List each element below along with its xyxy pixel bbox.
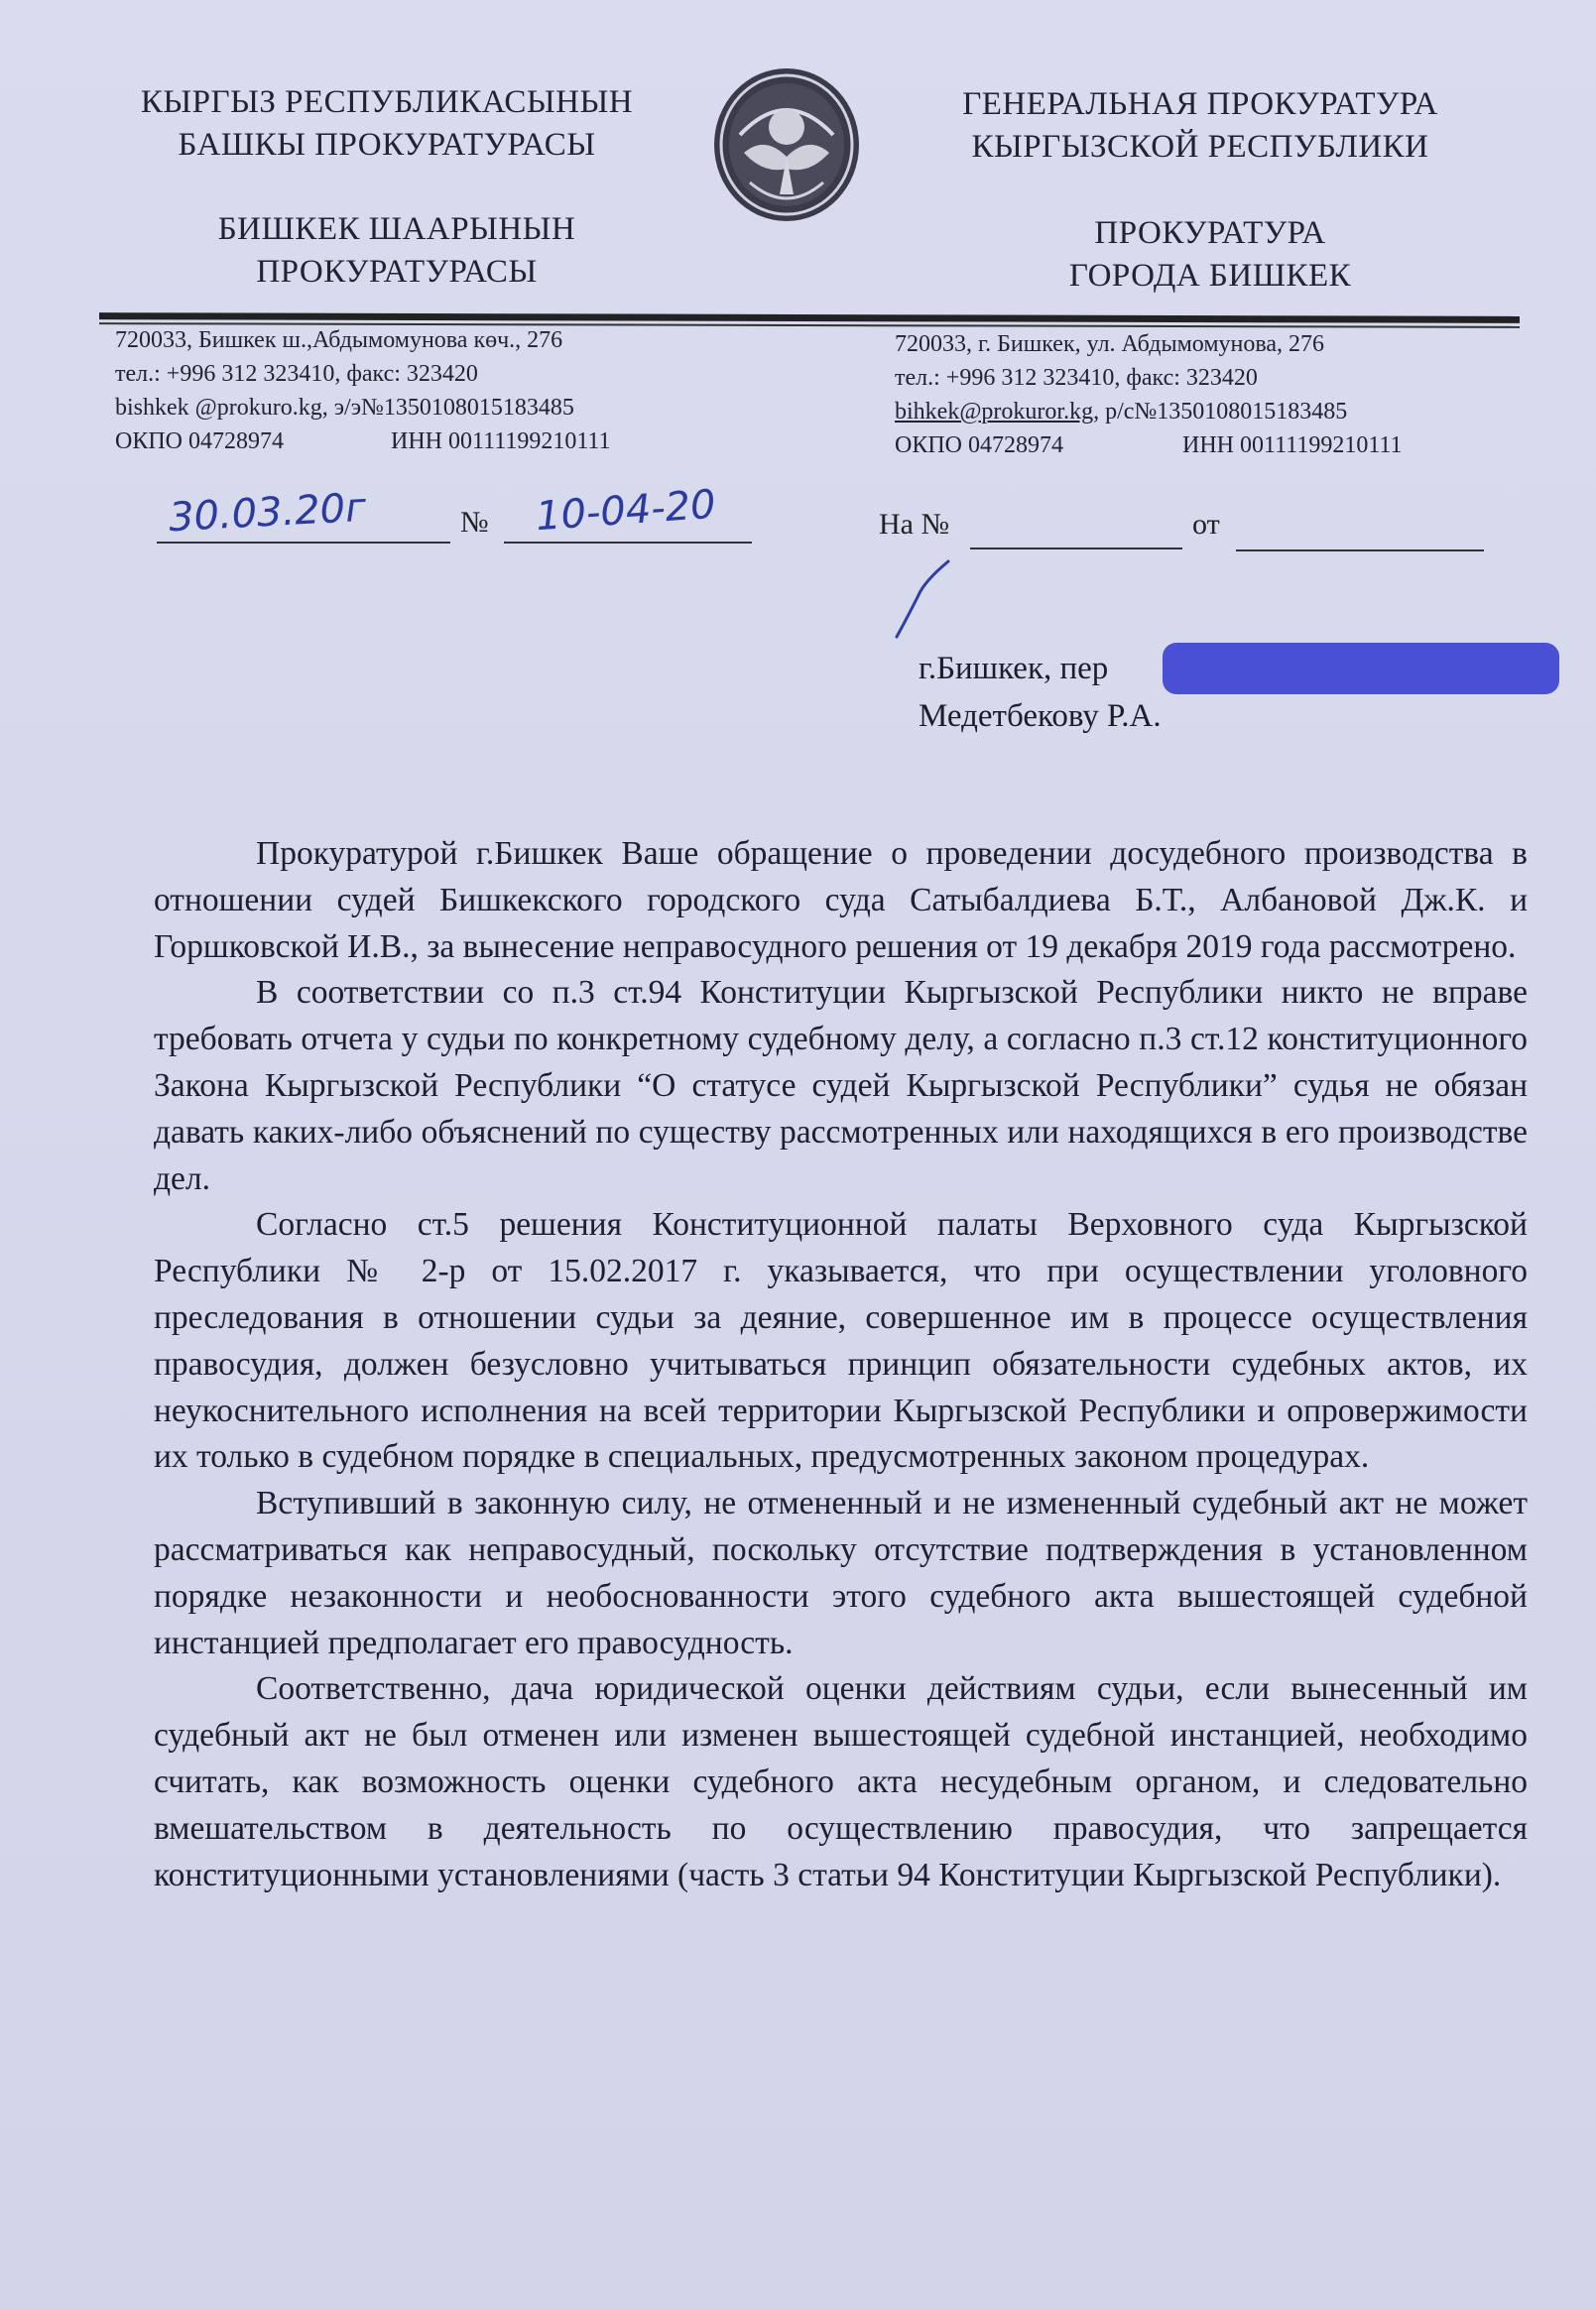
body-paragraph-1: Прокуратурой г.Бишкек Ваше обращение о проведении досудебного производства в отношении судей Бишкекского городского суда Сатыбалдиева Б.Т., Албановой Дж.К. и Горшковской И.В., за вынесение неправосудного решения от 19 декабря 2019 года рассмотрено. (154, 835, 1528, 965)
header-russian-org (922, 83, 1478, 169)
contacts-russian (895, 327, 1403, 462)
header-kyrgyz-org (119, 81, 655, 167)
contact-ru-inn: ИНН 00111199210111 (1182, 432, 1403, 458)
header-ru-line2: КЫРГЫЗСКОЙ РЕСПУБЛИКИ (971, 129, 1429, 165)
header-kyrgyz-city (129, 208, 665, 294)
handwritten-number: 10-04-20 (534, 481, 717, 541)
contact-ru-phone: тел.: +996 312 323410, факс: 323420 (895, 365, 1258, 391)
contact-ru-email: bihkek@prokuror.kg (895, 399, 1094, 425)
header-russian-city (952, 212, 1468, 298)
contact-ru-okpo: ОКПО 04728974 (895, 432, 1064, 458)
contact-ru-address: 720033, г. Бишкек, ул. Абдымомунова, 276 (895, 331, 1325, 357)
body-paragraph-2: В соответствии со п.3 ст.94 Конституции Кыргызской Республики никто не вправе требовать отчета у судьи по конкретному судебному делу, а согласно п.3 ст.12 конституционного Закона Кыргызской Республики “О статусе судей Кыргызской Республики” судья не обязан давать каких-либо объяснений по существу рассмотренных или находящихся в его производстве дел. (154, 974, 1528, 1197)
contact-ky-phone: тел.: +996 312 323410, факс: 323420 (115, 361, 478, 387)
addressee-line1: г.Бишкек, пер (919, 651, 1109, 686)
header-ky-line2: БАШКЫ ПРОКУРАТУРАСЫ (178, 127, 596, 163)
header-ru-line3: ПРОКУРАТУРА (1094, 215, 1326, 251)
date-blank-line (157, 542, 450, 544)
reply-number-label: На № (879, 508, 950, 541)
addressee-name: Медетбекову Р.А. (919, 698, 1162, 734)
contact-ky-address: 720033, Бишкек ш.,Абдымомунова көч., 276 (115, 327, 563, 353)
redaction-bar (1163, 643, 1559, 694)
reply-from-blank (1236, 549, 1484, 551)
body-paragraph-4: Вступивший в законную силу, не отмененный и не измененный судебный акт не может рассматриваться как неправосудный, поскольку отсутствие подтверждения в установленном порядке незаконности и необоснованности этого судебного акта вышестоящей судебной инстанцией предполагает его правосудность. (154, 1485, 1528, 1661)
contact-ky-email: bishkek @prokuro.kg, э/э№1350108015183485 (115, 395, 574, 421)
contact-ky-okpo: ОКПО 04728974 (115, 428, 285, 454)
contact-ru-account: , р/с№1350108015183485 (1093, 399, 1348, 425)
header-divider-thick (99, 312, 1520, 323)
header-ru-line4: ГОРОДА БИШКЕК (1068, 258, 1352, 294)
handwritten-check-mark (889, 555, 968, 645)
body-paragraph-5: Соответственно, дача юридической оценки действиям судьи, если вынесенный им судебный акт не был отменен или изменен вышестоящей судебной инстанцией, необходимо считать, как возможность оценки судебного акта несудебным органом, и следовательно вмешательством в деятельность по осуществлению правосудия, что запрещается конституционными установлениями (часть 3 статьи 94 Конституции Кыргызской Республики). (154, 1670, 1528, 1893)
contact-ky-inn: ИНН 00111199210111 (391, 428, 611, 454)
handwritten-date: 30.03.20г (167, 484, 368, 542)
number-sign: № (460, 506, 489, 539)
number-blank-line (504, 542, 752, 544)
contacts-kyrgyz (115, 323, 611, 458)
letter-body (154, 831, 1528, 1898)
header-ru-line1: ГЕНЕРАЛЬНАЯ ПРОКУРАТУРА (962, 86, 1438, 122)
header-ky-line4: ПРОКУРАТУРАСЫ (256, 254, 538, 290)
reply-from-label: от (1192, 508, 1220, 541)
reply-number-blank (970, 547, 1182, 549)
state-emblem-icon (710, 65, 863, 224)
header-ky-line3: БИШКЕК ШААРЫНЫН (217, 211, 576, 247)
header-ky-line1: КЫРГЫЗ РЕСПУБЛИКАСЫНЫН (140, 84, 634, 120)
body-paragraph-3: Согласно ст.5 решения Конституционной палаты Верховного суда Кыргызской Республики № 2-р от 15.02.2017 г. указывается, что при осуществлении уголовного преследования в отношении судьи за деяние, совершенное им в процессе осуществления правосудия, должен безусловно учитываться принцип обязательности судебных актов, их неукоснительного исполнения на всей территории Кыргызской Республики и опровержимости их только в судебном порядке в специальных, предусмотренных законом процедурах. (154, 1206, 1528, 1476)
